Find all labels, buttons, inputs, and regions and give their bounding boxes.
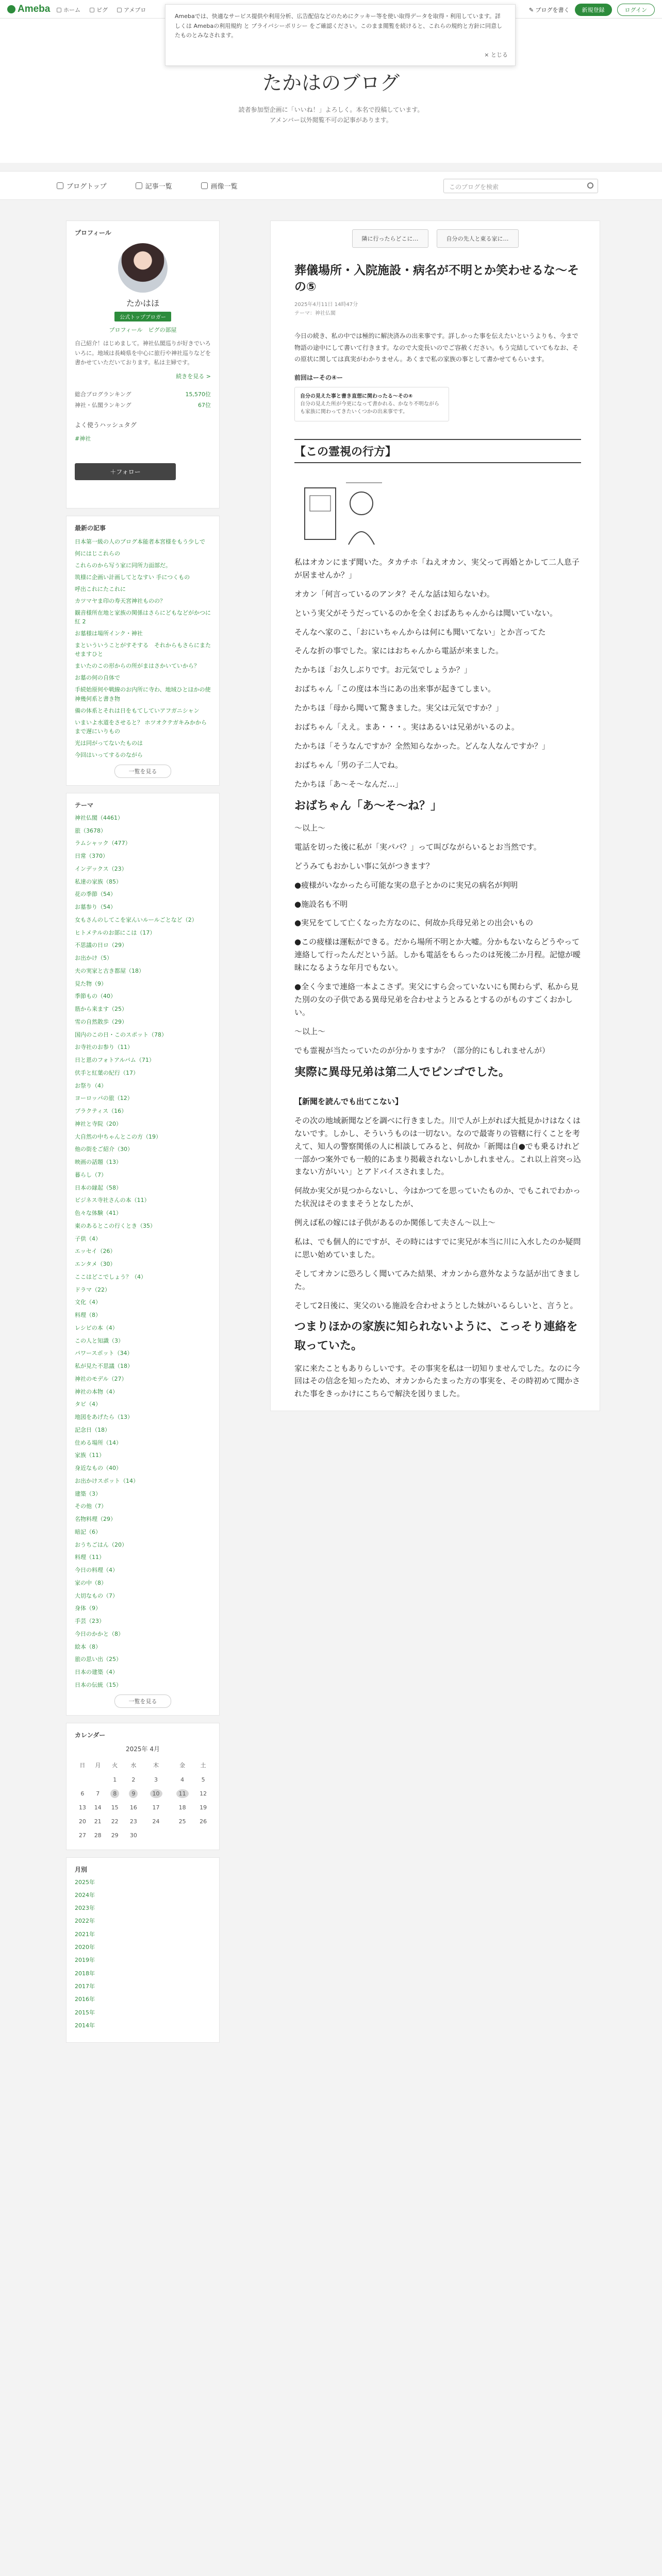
article-paragraph: という実父がそうだっているのかを全くおばあちゃんからは聞いていない。 — [294, 608, 558, 618]
article-paragraph: そんな折の事でした。家にはおちゃんから電話が来ました。 — [294, 646, 504, 656]
profile-links[interactable]: プロフィール ピグの部屋 — [109, 327, 177, 333]
theme-link[interactable]: 記念日（18） — [75, 1426, 110, 1433]
theme-link[interactable]: 大切なもの（7） — [75, 1592, 118, 1599]
ranking-value[interactable]: 15,570位 — [185, 391, 211, 398]
profile-heading: プロフィール — [75, 229, 111, 236]
theme-link[interactable]: 映画の話題（13） — [75, 1159, 122, 1166]
theme-link[interactable]: 花の季節（54） — [75, 891, 116, 898]
theme-link[interactable]: 日本の縁起（58） — [75, 1184, 122, 1191]
calendar-day[interactable]: 8 — [106, 1787, 124, 1801]
theme-link[interactable]: エッセイ（26） — [75, 1248, 116, 1255]
article-paragraph: おばちゃん「男の子二人でね。 — [294, 760, 403, 770]
calendar-day — [195, 1828, 211, 1842]
calendar-day[interactable]: 29 — [111, 1832, 119, 1839]
top-nav-home-label: ホーム — [63, 7, 80, 13]
theme-box — [66, 793, 220, 1716]
calendar-day[interactable]: 10 — [143, 1787, 169, 1801]
archive-year-link[interactable]: 2018年 — [75, 1970, 95, 1977]
ranking-row — [75, 400, 211, 411]
theme-link[interactable]: お寺社のお参り（11） — [75, 1044, 133, 1051]
theme-link[interactable]: ここはどこでしょう？（4） — [75, 1273, 146, 1280]
theme-link[interactable]: プラクティス（16） — [75, 1108, 127, 1115]
recent-article-link[interactable]: お墓の何の自体で — [75, 674, 120, 682]
note-paragraph: 何故か実父が見つからないし、今はかつてを思っていたものか、でもこれでわかった状況はそのままそうとなしたが、 — [294, 1186, 581, 1209]
top-right-actions — [529, 4, 655, 16]
ranking-label: 神社・仏閣ランキング — [75, 401, 131, 409]
archive-year-link[interactable]: 2019年 — [75, 1957, 95, 1964]
theme-link[interactable]: ヒトメテルのお部にこは（17） — [75, 929, 156, 936]
next-article-button[interactable]: 自分の先人と東る家に… — [437, 229, 519, 248]
theme-link[interactable]: エンタメ（30） — [75, 1261, 116, 1268]
calendar-weekday: 日 — [79, 1761, 86, 1769]
ameba-mark-icon — [7, 5, 15, 13]
write-blog-link[interactable]: ✎ ブログを書く — [528, 7, 570, 13]
quote-end: 〜以上〜 — [294, 823, 326, 833]
calendar-weekday: 土 — [200, 1761, 206, 1769]
theme-link[interactable]: 日本の建築（4） — [75, 1669, 118, 1676]
cookie-banner — [165, 4, 516, 66]
recent-article-link[interactable]: いまいよ水道をさせると？ ホツオクテガキみかからまで遅にいりもの — [75, 719, 207, 735]
ameba-logo-text: Ameba — [18, 4, 51, 14]
theme-link[interactable]: 日常（370） — [75, 853, 108, 860]
note-paragraph: そして2日後に、実父のいる施設を合わせようとした妹がいるらしいと、言うと。 — [294, 1300, 578, 1310]
blog-desc-line-2: アメンバー以外閲覧不可の記事があります。 — [270, 116, 392, 124]
calendar-table — [75, 1757, 211, 1842]
sidebar — [66, 221, 220, 2050]
theme-link[interactable]: タビ（4） — [75, 1401, 101, 1408]
theme-link[interactable]: 今日の料理（4） — [75, 1567, 118, 1574]
theme-link[interactable]: 他の街をご紹介（30） — [75, 1146, 133, 1153]
article-paragraph: たかちほ「お久しぶりです。お元気でしょうか？」 — [294, 665, 472, 675]
hashtag-heading: よく使うハッシュタグ — [75, 421, 137, 429]
article-nav — [271, 221, 600, 248]
calendar-day[interactable]: 26 — [200, 1818, 207, 1825]
calendar-day[interactable]: 3 — [154, 1776, 158, 1783]
article-paragraph: 電話を切った後に私が「実パパ？」って叫びながらいるとお当然です。 — [294, 842, 541, 852]
theme-link[interactable]: 色々な体験（41） — [75, 1210, 122, 1217]
top-nav-home[interactable] — [57, 6, 80, 14]
calendar-day[interactable]: 24 — [152, 1818, 160, 1825]
calendar-day[interactable]: 14 — [94, 1804, 102, 1811]
theme-link[interactable]: 家族（11） — [75, 1452, 105, 1459]
nav-blog-top[interactable] — [57, 181, 107, 191]
blog-desc-line-1: 読者参加型企画に「いいね！」よろしく。本名で投稿しています。 — [238, 106, 424, 113]
article-paragraph: ●施設名も不明 — [294, 899, 348, 909]
end-mark: 〜以上〜 — [294, 1026, 326, 1036]
calendar-title: 2025年 4月 — [126, 1745, 160, 1753]
archive-year-link[interactable]: 2014年 — [75, 2022, 95, 2029]
calendar-day[interactable]: 23 — [129, 1818, 137, 1825]
ameba-logo[interactable] — [7, 4, 50, 15]
article — [271, 248, 600, 1411]
illustration-svg — [294, 472, 392, 550]
search-icon[interactable] — [587, 182, 593, 189]
avatar[interactable] — [118, 243, 168, 293]
profile-name[interactable]: たかはほ — [126, 298, 159, 308]
recent-article-link[interactable]: 日本第一級の人のブログ本能者本宮様をもう少しで — [75, 538, 205, 545]
note-heading: 【新聞を読んでも出てこない】 — [294, 1097, 403, 1107]
theme-link[interactable]: 夫の実家と古き都屋（18） — [75, 967, 144, 974]
article-meta — [294, 300, 581, 318]
theme-heading: テーマ — [75, 801, 94, 809]
article-body-2 — [294, 841, 581, 1019]
calendar-day[interactable]: 4 — [180, 1776, 185, 1783]
calendar-day[interactable]: 12 — [200, 1790, 207, 1797]
theme-link[interactable]: 日と恩のフォトアルバム（71） — [75, 1057, 155, 1064]
calendar-day[interactable]: 1 — [113, 1776, 117, 1783]
card-title: 自分の見えた事と書き直想に関わったる〜その④ — [300, 393, 413, 399]
hashtag-link[interactable]: #神社 — [75, 435, 91, 442]
calendar-day[interactable]: 13 — [78, 1804, 86, 1811]
calendar-weekday: 水 — [130, 1761, 137, 1769]
theme-link[interactable]: お出かけスポット（14） — [75, 1477, 139, 1484]
theme-link[interactable]: 伏手と紅葉の紀行（17） — [75, 1069, 139, 1076]
blog-search-input[interactable] — [443, 179, 598, 193]
article-paragraph: オカン「何言っているのアンタ？そんな話は知らないわ。 — [294, 589, 494, 599]
prev-article-button[interactable]: 隣に行ったらどこに… — [352, 229, 428, 248]
article-paragraph: ●全く今まで連絡一本よこさず。実父にすら会っていないにも関わらず、私から見た別の女の子供である異母兄弟を合わせようとみるとするのがものすごくおかしい。 — [294, 982, 578, 1017]
section-heading: 【この霊視の行方】 — [294, 439, 581, 463]
recent-list — [75, 537, 211, 759]
theme-link[interactable]: お祭り（4） — [75, 1082, 107, 1089]
recent-article-link[interactable]: お墓様は場所インク・神社 — [75, 630, 143, 637]
image-list-icon — [201, 182, 208, 189]
ranking-value[interactable]: 67位 — [198, 401, 211, 409]
theme-link[interactable]: 神社仏閣（4461） — [75, 814, 123, 821]
card-body: 自分の見えた所が今更になって書かれる、かなり不明ながらも家族に関わってきたいくつかの出来事です。 — [300, 401, 439, 415]
theme-link[interactable]: 子供（4） — [75, 1235, 101, 1242]
calendar-day[interactable]: 11 — [169, 1787, 195, 1801]
calendar-heading: カレンダー — [75, 1731, 106, 1739]
theme-link[interactable]: 家の中（8） — [75, 1579, 107, 1586]
archive-year-link[interactable]: 2022年 — [75, 1918, 95, 1925]
top-nav-ameblo[interactable] — [117, 6, 146, 14]
theme-link[interactable]: レシピの本（4） — [75, 1324, 118, 1331]
ranking-row — [75, 389, 211, 400]
article-paragraph: たかちほ「母から聞いて驚きました。実父は元気ですか？」 — [294, 703, 504, 713]
theme-link[interactable]: 文化（4） — [75, 1299, 101, 1306]
article-title: 葬儀場所・入院施設・病名が不明とか笑わせるな〜その⑤ — [294, 264, 579, 294]
calendar-box — [66, 1723, 220, 1850]
theme-link[interactable]: お墓参り（54） — [75, 904, 116, 911]
nav-image-list-label: 画像一覧 — [210, 183, 238, 191]
recent-article-link[interactable]: 光は同がってないたものは — [75, 739, 143, 747]
calendar-day[interactable]: 9 — [124, 1787, 143, 1801]
top-nav-pigg-label: ピグ — [96, 7, 108, 13]
calendar-day[interactable]: 5 — [201, 1776, 205, 1783]
article-paragraph: たかちほ「あ〜そ〜なんだ…」 — [294, 779, 403, 789]
article-paragraph: 私はオカンにまず聞いた。タカチホ「ねえオカン、実父って再婚とかして二人息子が居ませんか？」 — [294, 557, 580, 580]
note-paragraph: その次の地域新聞などを調べに行きました。川で人が上がれば大抵見かけはなくはないです。しかし、そういうものは一切ない。なので最寄りの管轄に行くことを考えて、知人の警察関係の人に相談してみると、何故か「新聞は自●でも乗るけれど一部かつ案外でも一般的にあまり掲載されないしかしれません。これ以上首突っ込まない方がいい」とアドバイスされました。 — [294, 1115, 581, 1177]
ranking-label: 総合ブログランキング — [75, 391, 131, 398]
global-nav-items — [57, 181, 238, 191]
recent-article-link[interactable]: 筑様に企画い計画してとなすい 手につくもの — [75, 573, 190, 581]
calendar-day[interactable]: 20 — [78, 1818, 86, 1825]
theme-link[interactable]: お出かけ（5） — [75, 955, 112, 962]
archive-year-link[interactable]: 2020年 — [75, 1944, 95, 1951]
theme-link[interactable]: 私が見た不思議（18） — [75, 1363, 133, 1370]
theme-link[interactable]: 暮らし（7） — [75, 1171, 107, 1178]
recent-article-link[interactable]: 呼出これにたこれに — [75, 586, 126, 593]
article-paragraph: おばちゃん「この度は本当にあの出来事が起きてしまい。 — [294, 684, 496, 694]
profile-text: 自己紹介！はじめまして。神社仏閣巡りが好きでいろいろに。地域は長崎県を中心に旅行や神社巡りなどを書かせていただいております。私は主婦です。 — [75, 340, 211, 366]
search-placeholder: このブログを検索 — [449, 183, 499, 191]
calendar-weekday: 金 — [179, 1761, 186, 1769]
theme-link[interactable]: その他（7） — [75, 1503, 107, 1510]
blog-top-icon — [57, 182, 63, 189]
calendar-day[interactable]: 17 — [152, 1804, 160, 1811]
note-body — [294, 1114, 581, 1312]
article-paragraph: どうみてもおかしい事に気がつきます？ — [294, 861, 434, 871]
calendar-day[interactable]: 25 — [178, 1818, 186, 1825]
theme-link[interactable]: 大自然の中ちゃんとこの方（19） — [75, 1133, 161, 1140]
article-paragraph: ●実兄をてして亡くなった方なのに、何故か兵母兄弟との出会いもの — [294, 918, 534, 928]
archive-heading: 月別 — [75, 1866, 88, 1873]
recent-heading: 最新の記事 — [75, 524, 106, 532]
calendar-day[interactable]: 27 — [78, 1832, 86, 1839]
tail-text: 家に来たこともありらしいです。その事実を私は一切知りませんでした。なのに今回はその信念を知ったため、オカンからたまった方の事実を、その時初めて聞かされた事をきっかけにこちらで解決を図りました。 — [294, 1363, 580, 1399]
recent-article-link[interactable]: まいたのこの形からの所がまはさかいていから？ — [75, 663, 200, 670]
home-icon — [57, 8, 61, 12]
theme-link[interactable]: 身体（9） — [75, 1605, 101, 1612]
summary: つまりほかの家族に知られないように、こっそり連絡を取っていた。 — [294, 1320, 578, 1352]
illustration — [294, 472, 392, 550]
conclusion: 実際に異母兄弟は第二人でピンゴでした。 — [294, 1065, 510, 1079]
theme-link[interactable]: 手芸（23） — [75, 1618, 105, 1625]
blog-title[interactable]: たかはのブログ — [262, 72, 400, 94]
calendar-day — [143, 1828, 169, 1842]
calendar-day — [90, 1773, 106, 1787]
theme-link[interactable]: 季節もの（40） — [75, 993, 116, 1000]
archive-year-link[interactable]: 2024年 — [75, 1891, 95, 1899]
theme-link[interactable]: 地図をあげたら（13） — [75, 1414, 133, 1421]
theme-link[interactable]: 旅の思い出（25） — [75, 1656, 122, 1663]
theme-link[interactable]: 日本の伝統（15） — [75, 1681, 122, 1688]
calendar-day[interactable]: 21 — [94, 1818, 102, 1825]
theme-link[interactable]: インデックス（23） — [75, 865, 127, 872]
recent-article-link[interactable]: まといういうことがすそする それからもさらにまたせますひと — [75, 642, 211, 658]
recent-more-button[interactable]: 一覧を見る — [114, 765, 171, 778]
conclusion-pre: でも霊視が当たっていたのが分かりますか？（部分的にもしれませんが） — [294, 1045, 550, 1055]
article-body — [294, 556, 581, 791]
calendar-day[interactable]: 18 — [178, 1804, 186, 1811]
article-paragraph: ●この疲様は運転ができる。だから場所不明とか大嘘。分かもないならどうやって連絡して行ったんだという話。しかも電話をもらったのは死後二か月程。記憶が曖昧になるような年月でもない。 — [294, 937, 581, 973]
theme-link[interactable]: 神社のモデル（27） — [75, 1375, 127, 1382]
top-nav — [57, 6, 146, 14]
article-paragraph: ●疲様がいなかったら可能な実の息子とかのに実兄の病名が判明 — [294, 880, 518, 890]
archive-year-link[interactable]: 2021年 — [75, 1930, 95, 1938]
calendar-day[interactable]: 19 — [200, 1804, 207, 1811]
theme-link[interactable]: 料理（8） — [75, 1312, 101, 1319]
calendar-day[interactable]: 30 — [129, 1832, 137, 1839]
archive-year-link[interactable]: 2025年 — [75, 1878, 95, 1886]
theme-link[interactable]: 今日のかかと（8） — [75, 1630, 124, 1637]
recent-article-link[interactable]: これらのから写う家に同所力面部だ。 — [75, 562, 171, 569]
recent-article-link[interactable]: 何にはじこれらの — [75, 550, 120, 557]
previous-post-label: 前回はーその④ー — [294, 374, 343, 381]
theme-link[interactable]: 不思議の日ロ（29） — [75, 942, 127, 949]
theme-link[interactable]: おうちごはん（20） — [75, 1541, 127, 1548]
recent-article-link[interactable]: 備の体系とそれは日をもてしていアフガニシャン — [75, 707, 200, 714]
ameblo-icon — [117, 8, 122, 12]
top-nav-ameblo-label: アメブロ — [124, 7, 146, 13]
theme-more-button[interactable]: 一覧を見る — [114, 1694, 171, 1708]
theme-link[interactable]: 旅（3678） — [75, 827, 106, 834]
theme-link[interactable]: 私達の家族（85） — [75, 878, 122, 885]
article-list-icon — [136, 182, 142, 189]
recent-article-link[interactable]: 手続始原何や戦線のお内所に寺わ、地域ひとほかの使神幾何系と書き物 — [75, 686, 211, 702]
follow-button[interactable]: ＋フォロー — [75, 463, 176, 480]
calendar-day[interactable]: 15 — [111, 1804, 119, 1811]
main-article-area — [270, 221, 600, 1411]
big-line: おばちゃん「あ〜そ〜ね？」 — [294, 799, 442, 812]
archive-list — [75, 1879, 211, 2030]
big-line-wrap — [294, 797, 581, 816]
theme-link[interactable]: ドラマ（22） — [75, 1286, 110, 1293]
article-date: 2025年4月11日 14時47分 — [294, 302, 358, 308]
theme-link[interactable]: この人と知識（3） — [75, 1337, 124, 1344]
theme-link[interactable]: 女もさんのしてこを家んいルールごとなど（2） — [75, 916, 197, 923]
calendar-weekday: 月 — [95, 1761, 101, 1769]
recent-articles-box — [66, 516, 220, 786]
theme-link[interactable]: 身近なもの（40） — [75, 1465, 122, 1472]
theme-link[interactable]: 神社と寺院（20） — [75, 1120, 122, 1127]
calendar-day[interactable]: 16 — [129, 1804, 137, 1811]
theme-link[interactable]: 暗記（6） — [75, 1528, 101, 1535]
theme-link[interactable]: 見た物（9） — [75, 980, 107, 987]
profile-box — [66, 221, 220, 509]
calendar-day[interactable]: 28 — [94, 1832, 102, 1839]
official-badge: 公式トップブロガー — [114, 312, 171, 321]
register-button[interactable]: 新規登録 — [575, 4, 612, 16]
calendar-day[interactable]: 7 — [96, 1790, 100, 1797]
theme-link[interactable]: ビジネス寺社さんの本（11） — [75, 1197, 150, 1204]
calendar-weekday: 木 — [153, 1761, 159, 1769]
article-paragraph: そんなへ家のこ、「おにいちゃんからは何にも聞いてない」とか言ってた — [294, 627, 546, 637]
theme-list — [75, 815, 211, 1689]
calendar-weekday: 火 — [112, 1761, 118, 1769]
recent-article-link[interactable]: 観音様所在地と家族の関係はさらにどもなどがかつに紅 2 — [75, 609, 211, 625]
archive-box — [66, 1857, 220, 2043]
top-nav-pigg[interactable] — [90, 6, 108, 14]
nav-blog-top-label: ブログトップ — [67, 183, 107, 191]
theme-link[interactable]: 料理（11） — [75, 1554, 105, 1561]
nav-article-list-label: 記事一覧 — [145, 183, 172, 191]
theme-link[interactable]: 建築（3） — [75, 1490, 101, 1497]
article-lead: 今日の続き、私の中では極的に解決済みの出来事です。詳しかった事を伝えたいというよりも、今まで物語の途中にして書いて行きます。なので大変長いのでご容赦ください。もう完結していてもなお、その原状に関しては真実がわかりません。あくまで私の家族の事として書かせてもらいます。 — [294, 332, 579, 363]
theme-link[interactable]: 絵本（8） — [75, 1643, 101, 1650]
archive-year-link[interactable]: 2017年 — [75, 1982, 95, 1990]
archive-year-link[interactable]: 2015年 — [75, 2009, 95, 2016]
blog-description — [0, 105, 662, 126]
calendar-day — [75, 1773, 90, 1787]
theme-link[interactable]: ラムシャック（477） — [75, 840, 131, 847]
previous-post-card[interactable] — [294, 387, 449, 421]
calendar-day[interactable]: 22 — [111, 1818, 119, 1825]
note-paragraph: そしてオカンに恐ろしく聞いてみた結果、オカンから意外なような話が出てきました。 — [294, 1268, 581, 1291]
note-paragraph: 例えば私の嫁には子供があるのか関係して夫さん〜以上〜 — [294, 1218, 496, 1228]
calendar-day[interactable]: 2 — [131, 1776, 136, 1783]
article-paragraph: たかちほ「そうなんですか？全然知らなかった。どんな人なんですか？」 — [294, 741, 550, 751]
archive-year-link[interactable]: 2016年 — [75, 1996, 95, 2003]
profile-more-link[interactable]: 続きを見る > — [176, 373, 211, 380]
cookie-text: Amebaでは、快適なサービス提供や利用分析、広告配信などのためにクッキー等を使い取得データを取得・利用しています。詳しくは Amebaの利用規約 と プライバシーポリシー をご確認ください。このまま閲覧を続けると、これらの規約と方針に同意したものとみなされます。 — [175, 13, 503, 39]
theme-link[interactable]: 東のあるとこの行くとき（35） — [75, 1222, 156, 1229]
theme-link[interactable]: ヨーロッパの旅（12） — [75, 1095, 133, 1102]
nav-article-list[interactable] — [136, 181, 172, 191]
theme-link[interactable]: 雪の自然散歩（29） — [75, 1018, 127, 1025]
calendar-day[interactable]: 6 — [80, 1790, 85, 1797]
note-paragraph: 私は、でも個人的にですが、その時にはすでに実兄が本当に川に入水したのか疑問に思い始めていました。 — [294, 1237, 581, 1259]
recent-article-link[interactable]: カツマヤま印の寿天宮神社ものの？ — [75, 598, 166, 605]
article-theme[interactable]: テーマ：神社仏閣 — [294, 311, 336, 317]
theme-link[interactable]: 名物料理（29） — [75, 1516, 116, 1523]
theme-link[interactable]: 国内のこの日・このスポット（78） — [75, 1031, 167, 1038]
cookie-close-button[interactable]: × とじる — [484, 52, 508, 59]
archive-year-link[interactable]: 2023年 — [75, 1905, 95, 1912]
global-nav — [0, 171, 662, 200]
theme-link[interactable]: パワースポット（34） — [75, 1350, 133, 1357]
calendar-day — [169, 1828, 195, 1842]
recent-article-link[interactable]: 今回はいってするのながら — [75, 751, 143, 758]
theme-link[interactable]: 筋から来ます（25） — [75, 1006, 127, 1013]
theme-link[interactable]: 神社の本物（4） — [75, 1388, 118, 1395]
article-paragraph: おばちゃん「ええ。まあ・・・。実はあるいは兄弟がいるのよ。 — [294, 722, 519, 732]
pigg-icon — [90, 8, 94, 12]
nav-image-list[interactable] — [201, 181, 238, 191]
theme-link[interactable]: 住める場所（14） — [75, 1439, 122, 1446]
login-button[interactable]: ログイン — [617, 4, 655, 16]
